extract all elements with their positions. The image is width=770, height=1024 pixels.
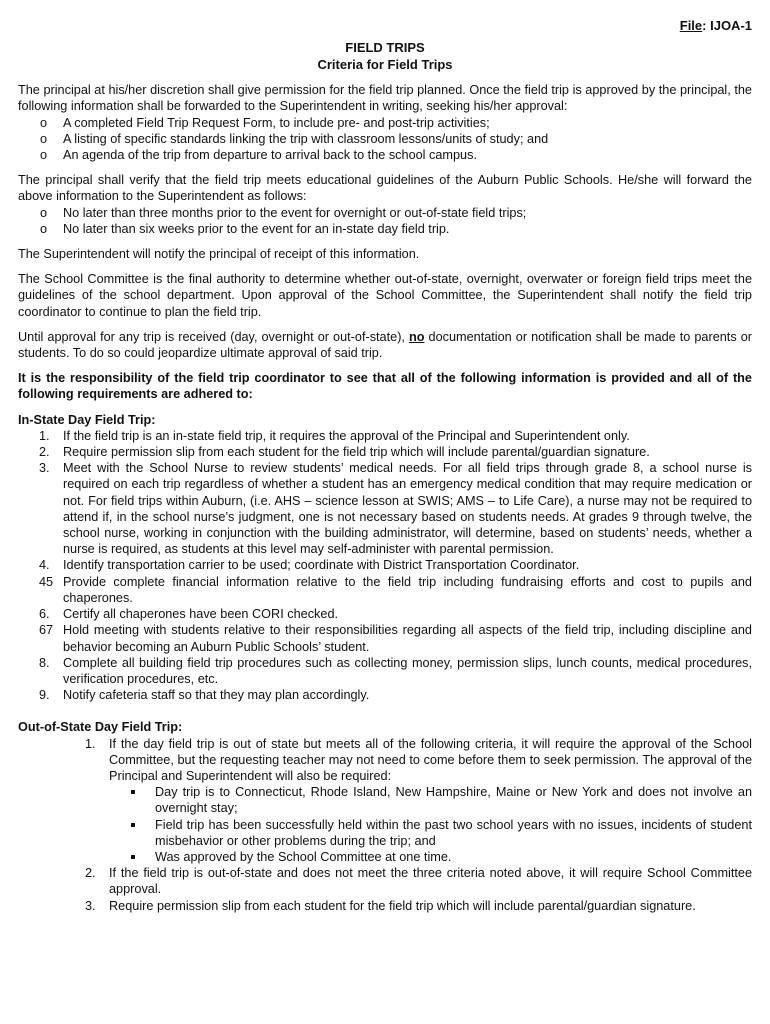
intro-paragraph: The principal at his/her discretion shall give permission for the field trip planned. Once the field trip is approved by the principal, the following information shall be forwarded to the Superintendent in writing, seeking his/her approval: <box>18 83 752 114</box>
square-bullet-icon <box>131 790 135 794</box>
instate-list <box>18 428 752 703</box>
notify-paragraph: The Superintendent will notify the principal of receipt of this information. <box>18 247 420 262</box>
document-page <box>18 18 752 914</box>
list-item: 3. Require permission slip from each student for the field trip which will include parental/guardian signature. <box>85 898 696 913</box>
instate-heading: In-State Day Field Trip: <box>18 412 156 427</box>
bullet-icon: o <box>40 131 48 146</box>
title-line-2: Criteria for Field Trips <box>317 57 453 73</box>
list-item: 4. Identify transportation carrier to be used; coordinate with District Transportation Coordinator. <box>39 558 580 573</box>
list-item: 9. Notify cafeteria staff so that they may plan accordingly. <box>39 688 370 703</box>
file-value: : IJOA-1 <box>702 18 752 33</box>
list-item: o An agenda of the trip from departure to arrival back to the school campus. <box>40 148 477 163</box>
criteria-item: Field trip has been successfully held within the past two school years with no issues, incidents of student misbehavior or other problems during the trip; and <box>109 817 752 849</box>
square-bullet-icon <box>131 855 135 859</box>
list-item: 45 Provide complete financial information relative to the field trip including fundraising efforts and cost to pupils and chaperones. <box>39 574 752 605</box>
list-item: 8. Complete all building field trip procedures such as collecting money, permission slips, lunch counts, medical procedures, verification procedures, etc. <box>39 655 752 686</box>
verify-paragraph: The principal shall verify that the field trip meets educational guidelines of the Auburn Public Schools. He/she will forward the above information to the Superintendent as follows: <box>18 173 752 204</box>
list-item: o A completed Field Trip Request Form, to include pre- and post-trip activities; <box>40 115 490 130</box>
bullet-icon: o <box>40 148 48 163</box>
list-item: 2. If the field trip is out-of-state and does not meet the three criteria noted above, it will require School Committee approval. <box>85 866 752 897</box>
file-reference <box>18 18 752 34</box>
bullet-icon: o <box>40 115 48 130</box>
criteria-item: Was approved by the School Committee at one time. <box>109 849 752 865</box>
list-item: 67 Hold meeting with students relative to their responsibilities regarding all aspects of the field trip, including discipline and behavior becoming an Auburn Public Schools’ student. <box>39 623 752 654</box>
file-label: File <box>679 18 703 33</box>
outstate-list <box>18 736 752 914</box>
bullet-icon: o <box>40 221 48 236</box>
committee-paragraph: The School Committee is the final authority to determine whether out-of-state, overnight, overwater or foreign field trips meet the guidelines of the school department. Upon approval of the School Committee, the Superintendent shall notify the field trip coordinator to continue to plan the field trip. <box>18 272 752 319</box>
list-item: 2. Require permission slip from each student for the field trip which will include parental/guardian signature. <box>39 445 650 460</box>
deadline-list <box>18 205 752 237</box>
square-bullet-icon <box>131 823 135 827</box>
criteria-list <box>109 784 752 865</box>
responsibility-paragraph: It is the responsibility of the field trip coordinator to see that all of the following information is provided and all of the following requirements are adhered to: <box>18 371 752 402</box>
document-title <box>18 39 752 73</box>
list-item: 6. Certify all chaperones have been CORI checked. <box>39 607 339 622</box>
criteria-item: Day trip is to Connecticut, Rhode Island, New Hampshire, Maine or New York and does not involve an overnight stay; <box>109 784 752 816</box>
submission-list <box>18 115 752 164</box>
outstate-heading: Out-of-State Day Field Trip: <box>18 720 183 735</box>
emphasis-no: no <box>408 329 425 344</box>
list-item: 1. If the field trip is an in-state field trip, it requires the approval of the Principal and Superintendent only. <box>39 428 630 443</box>
title-line-1: FIELD TRIPS <box>345 40 425 56</box>
list-item: o No later than six weeks prior to the event for an in-state day field trip. <box>40 221 450 236</box>
list-item: 1. If the day field trip is out of state but meets all of the following criteria, it will require the approval of the School Committee, but the requesting teacher may not need to come before them to seek permission. The approval of the Principal and Superintendent will also be required: Day trip is to Connecticut, Rhode Island, New Hampshire, Maine or New York and does not involve an overnight stay; Field trip has been successfully held within the past two school years with no issues, incidents of student misbehavior or other problems during the trip; and Was approved by the School Committee at one time. <box>85 736 752 864</box>
list-item: 3. Meet with the School Nurse to review students’ medical needs. For all field trips through grade 8, a school nurse is required on each trip regardless of whether a student has an emergency medical condition that may require medication or not. For field trips within Auburn, (i.e. AHS – science lesson at SWIS; AMS – to Life Care), a nurse may not be required to attend if, in the school nurse’s judgment, one is not necessary based on students needs. At grades 9 through twelve, the school nurse, working in conjunction with the building administrator, will determine, based on students’ needs, whether a nurse is required, as students at this level may self-administer with parental permission. <box>39 461 752 557</box>
approval-paragraph: Until approval for any trip is received (day, overnight or out-of-state), no documentation or notification shall be made to parents or students. To do so could jeopardize ultimate approval of said trip. <box>18 329 752 361</box>
bullet-icon: o <box>40 205 48 220</box>
list-item: o No later than three months prior to the event for overnight or out-of-state field trips; <box>40 205 527 220</box>
list-item: o A listing of specific standards linking the trip with classroom lessons/units of study; and <box>40 131 549 146</box>
